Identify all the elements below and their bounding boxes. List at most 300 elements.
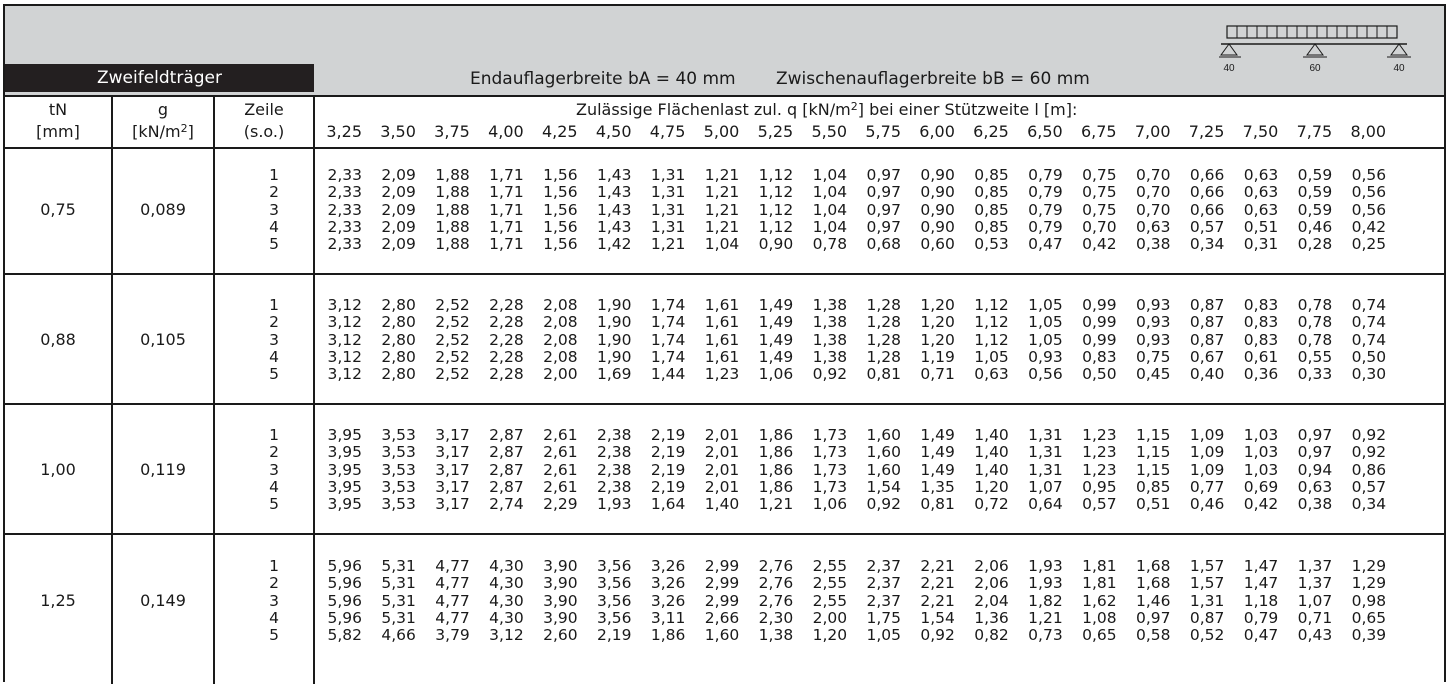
load-value-cell: 2,09 (381, 235, 416, 254)
load-value-cell: 3,12 (327, 330, 362, 349)
load-value-cell: 1,57 (1189, 557, 1225, 575)
load-value-cell: 3,90 (543, 574, 578, 593)
load-value-cell: 1,54 (866, 477, 901, 496)
span-header-cell: 7,50 (1242, 122, 1279, 141)
load-value-cell: 1,20 (920, 313, 955, 332)
span-header-cell: 7,00 (1134, 122, 1171, 141)
load-value-cell: 0,63 (1243, 200, 1279, 219)
load-value-cell: 1,43 (596, 183, 632, 202)
load-value-cell: 0,99 (1082, 313, 1117, 332)
load-value-cell: 3,90 (543, 591, 578, 610)
load-value-cell: 2,01 (704, 443, 740, 462)
load-value-cell: 1,23 (1082, 443, 1117, 462)
load-value-cell: 2,00 (812, 608, 848, 627)
load-value-cell: 3,53 (381, 460, 416, 479)
load-value-cell: 5,31 (381, 608, 416, 627)
span-header-cell: 7,75 (1296, 122, 1333, 141)
load-value-cell: 0,38 (1135, 235, 1171, 254)
load-value-cell: 3,95 (327, 495, 362, 514)
zeile-number: 5 (269, 626, 279, 645)
load-value-cell: 1,54 (920, 608, 955, 627)
load-value-cell: 1,86 (758, 426, 794, 444)
table-title: Zweifeldträger (5, 64, 314, 92)
load-value-cell: 0,92 (920, 626, 955, 645)
load-value-cell: 0,58 (1135, 626, 1171, 645)
load-value-cell: 0,63 (1135, 217, 1171, 236)
group-g-value: 0,149 (140, 590, 186, 610)
column-divider (213, 97, 215, 684)
load-value-cell: 1,31 (650, 183, 686, 202)
load-value-cell: 3,53 (381, 495, 416, 514)
load-value-cell: 2,08 (543, 313, 578, 332)
load-value-cell: 2,28 (489, 347, 524, 366)
load-value-cell: 1,56 (543, 183, 578, 202)
load-value-cell: 1,88 (435, 166, 470, 184)
load-value-cell: 0,97 (1297, 443, 1333, 462)
load-value-cell: 1,21 (758, 495, 794, 514)
load-value-cell: 0,55 (1297, 347, 1333, 366)
load-value-cell: 1,40 (974, 460, 1009, 479)
load-value-cell: 1,60 (866, 443, 901, 462)
load-value-cell: 4,30 (489, 608, 524, 627)
load-value-cell: 0,97 (1135, 608, 1171, 627)
load-value-cell: 2,55 (812, 557, 848, 575)
group-g-value: 0,119 (140, 459, 186, 479)
load-value-cell: 2,21 (920, 574, 955, 593)
load-value-cell: 2,33 (327, 217, 362, 236)
load-value-cell: 0,70 (1082, 217, 1117, 236)
zeile-number: 4 (269, 347, 279, 366)
load-value-cell: 1,49 (920, 460, 955, 479)
span-header-cell: 3,75 (434, 122, 470, 141)
diagram-label-end-left: 40 (1223, 63, 1235, 74)
group-divider (5, 403, 1444, 405)
load-value-cell: 2,06 (974, 557, 1009, 575)
load-value-cell: 0,83 (1082, 347, 1117, 366)
load-value-cell: 2,52 (435, 313, 470, 332)
load-value-cell: 3,95 (327, 443, 362, 462)
load-value-cell: 0,66 (1189, 166, 1225, 184)
load-value-cell: 1,03 (1243, 426, 1279, 444)
column-divider (313, 97, 315, 684)
load-value-cell: 1,93 (1028, 557, 1063, 575)
load-value-cell: 4,30 (489, 574, 524, 593)
zeile-number: 3 (269, 460, 279, 479)
zeile-number: 2 (269, 574, 279, 593)
header-load (576, 100, 1077, 120)
load-value-cell: 1,73 (812, 426, 848, 444)
load-value-cell: 3,56 (596, 574, 632, 593)
load-value-cell: 1,12 (758, 217, 794, 236)
span-header-cell: 4,00 (488, 122, 524, 141)
load-value-cell: 1,04 (812, 166, 848, 184)
load-value-cell: 0,65 (1082, 626, 1117, 645)
span-header-cell: 5,00 (703, 122, 740, 141)
table-frame (3, 4, 1446, 682)
span-header-cell: 4,50 (595, 122, 632, 141)
load-value-cell: 2,21 (920, 557, 955, 575)
load-value-cell: 1,05 (1028, 313, 1063, 332)
load-value-cell: 2,52 (435, 365, 470, 384)
load-value-cell: 2,52 (435, 347, 470, 366)
load-value-cell: 2,38 (596, 426, 632, 444)
zeile-number: 5 (269, 495, 279, 514)
load-value-cell: 3,12 (327, 296, 362, 314)
load-value-cell: 1,29 (1351, 557, 1387, 575)
load-value-cell: 0,98 (1351, 591, 1387, 610)
load-value-cell: 1,49 (758, 296, 794, 314)
load-value-cell: 1,88 (435, 200, 470, 219)
load-value-cell: 1,82 (1028, 591, 1063, 610)
load-value-cell: 1,88 (435, 235, 470, 254)
load-value-cell: 2,19 (650, 477, 686, 496)
load-value-cell: 1,23 (1082, 460, 1117, 479)
span-header-cell: 5,50 (811, 122, 848, 141)
load-value-cell: 0,33 (1297, 365, 1333, 384)
load-value-cell: 2,80 (381, 296, 416, 314)
load-value-cell: 0,92 (866, 495, 901, 514)
load-value-cell: 0,34 (1351, 495, 1387, 514)
table-header-band (5, 6, 1444, 95)
load-value-cell: 0,63 (1297, 477, 1333, 496)
load-value-cell: 0,66 (1189, 183, 1225, 202)
load-value-cell: 0,57 (1351, 477, 1387, 496)
load-value-cell: 1,90 (596, 330, 632, 349)
load-value-cell: 0,97 (1297, 426, 1333, 444)
load-value-cell: 0,78 (1297, 296, 1333, 314)
load-value-cell: 0,63 (1243, 183, 1279, 202)
load-value-cell: 5,96 (327, 557, 362, 575)
load-value-cell: 2,61 (543, 460, 578, 479)
load-value-cell: 3,53 (381, 426, 416, 444)
load-value-cell: 0,72 (974, 495, 1009, 514)
load-value-cell: 0,25 (1351, 235, 1387, 254)
load-value-cell: 1,09 (1189, 460, 1225, 479)
group-divider (5, 273, 1444, 275)
zeile-number: 5 (269, 235, 279, 254)
load-value-cell: 1,88 (435, 217, 470, 236)
load-value-cell: 1,74 (650, 313, 686, 332)
load-value-cell: 2,28 (489, 313, 524, 332)
load-value-cell: 1,31 (650, 200, 686, 219)
load-value-cell: 1,71 (489, 183, 524, 202)
load-value-cell: 0,79 (1028, 183, 1063, 202)
load-value-cell: 2,33 (327, 200, 362, 219)
load-value-cell: 5,96 (327, 574, 362, 593)
load-value-cell: 1,88 (435, 183, 470, 202)
load-value-cell: 1,61 (704, 330, 740, 349)
load-value-cell: 0,95 (1082, 477, 1117, 496)
load-value-cell: 1,93 (1028, 574, 1063, 593)
load-value-cell: 0,42 (1082, 235, 1117, 254)
load-value-cell: 0,87 (1189, 330, 1225, 349)
load-value-cell: 1,61 (704, 347, 740, 366)
load-value-cell: 1,71 (489, 166, 524, 184)
load-value-cell: 1,40 (974, 443, 1009, 462)
load-value-cell: 1,56 (543, 166, 578, 184)
span-header-cell: 6,75 (1080, 122, 1117, 141)
load-value-cell: 1,38 (812, 296, 848, 314)
load-value-cell: 0,77 (1189, 477, 1225, 496)
load-value-cell: 4,77 (435, 591, 470, 610)
load-value-cell: 1,64 (650, 495, 686, 514)
load-value-cell: 1,12 (974, 313, 1009, 332)
load-value-cell: 1,05 (1028, 330, 1063, 349)
load-value-cell: 2,80 (381, 330, 416, 349)
load-value-cell: 1,75 (866, 608, 901, 627)
load-value-cell: 1,38 (812, 347, 848, 366)
load-value-cell: 2,37 (866, 557, 901, 575)
load-value-cell: 1,38 (812, 330, 848, 349)
load-value-cell: 0,92 (1351, 443, 1387, 462)
load-value-cell: 1,20 (920, 330, 955, 349)
load-value-cell: 2,09 (381, 217, 416, 236)
load-value-cell: 0,79 (1243, 608, 1279, 627)
load-value-cell: 1,04 (812, 217, 848, 236)
load-value-cell: 1,31 (650, 217, 686, 236)
load-value-cell: 1,20 (812, 626, 848, 645)
span-header-cell: 4,25 (541, 122, 578, 141)
load-value-cell: 1,86 (758, 460, 794, 479)
diagram-label-middle: 60 (1309, 63, 1321, 74)
load-value-cell: 0,97 (866, 183, 901, 202)
load-value-cell: 1,21 (704, 183, 740, 202)
load-value-cell: 0,78 (812, 235, 848, 254)
load-value-cell: 0,75 (1135, 347, 1171, 366)
load-value-cell: 2,29 (543, 495, 578, 514)
group-tn-value: 0,75 (40, 199, 76, 219)
load-value-cell: 3,90 (543, 557, 578, 575)
load-value-cell: 2,76 (758, 574, 794, 593)
load-value-cell: 0,74 (1351, 296, 1387, 314)
load-value-cell: 1,47 (1243, 574, 1279, 593)
load-value-cell: 4,77 (435, 557, 470, 575)
load-value-cell: 2,66 (704, 608, 740, 627)
load-value-cell: 1,12 (974, 296, 1009, 314)
load-value-cell: 0,63 (1243, 166, 1279, 184)
header-load-text: Zulässige Flächenlast zul. q [kN/m (576, 100, 851, 119)
load-value-cell: 1,62 (1082, 591, 1117, 610)
load-value-cell: 0,75 (1082, 200, 1117, 219)
load-value-cell: 0,85 (974, 166, 1009, 184)
group-g-value: 0,105 (140, 329, 186, 349)
load-value-cell: 3,26 (650, 591, 686, 610)
load-value-cell: 0,40 (1189, 365, 1225, 384)
load-value-cell: 0,56 (1351, 200, 1387, 219)
load-value-cell: 1,61 (704, 296, 740, 314)
load-value-cell: 0,85 (974, 217, 1009, 236)
group-divider (5, 533, 1444, 535)
load-value-cell: 0,57 (1082, 495, 1117, 514)
load-value-cell: 1,37 (1297, 574, 1333, 593)
load-value-cell: 0,57 (1189, 217, 1225, 236)
load-value-cell: 1,04 (812, 183, 848, 202)
load-value-cell: 1,60 (866, 426, 901, 444)
load-value-cell: 1,06 (812, 495, 848, 514)
load-value-cell: 3,12 (327, 347, 362, 366)
load-value-cell: 1,21 (1028, 608, 1063, 627)
load-value-cell: 2,61 (543, 477, 578, 496)
load-value-cell: 3,95 (327, 477, 362, 496)
load-value-cell: 1,74 (650, 347, 686, 366)
load-value-cell: 1,40 (704, 495, 740, 514)
span-header-cell: 3,25 (326, 122, 362, 141)
header-load-sup: 2 (850, 100, 858, 113)
load-value-cell: 1,23 (1082, 426, 1117, 444)
load-value-cell: 5,96 (327, 591, 362, 610)
load-value-cell: 2,09 (381, 183, 416, 202)
load-value-cell: 1,73 (812, 477, 848, 496)
load-value-cell: 1,60 (704, 626, 740, 645)
load-value-cell: 0,90 (920, 183, 955, 202)
load-value-cell: 1,31 (1028, 426, 1063, 444)
load-value-cell: 0,94 (1297, 460, 1333, 479)
load-value-cell: 0,93 (1135, 313, 1171, 332)
load-value-cell: 1,36 (974, 608, 1009, 627)
load-value-cell: 0,93 (1028, 347, 1063, 366)
span-header-cell: 4,75 (649, 122, 686, 141)
load-value-cell: 0,70 (1135, 166, 1171, 184)
load-value-cell: 1,69 (596, 365, 632, 384)
load-value-cell: 1,20 (974, 477, 1009, 496)
load-value-cell: 0,43 (1297, 626, 1333, 645)
load-value-cell: 0,90 (758, 235, 794, 254)
load-value-cell: 2,00 (543, 365, 578, 384)
load-value-cell: 0,46 (1297, 217, 1333, 236)
load-value-cell: 2,52 (435, 330, 470, 349)
load-value-cell: 0,47 (1028, 235, 1063, 254)
load-value-cell: 3,17 (435, 477, 470, 496)
load-value-cell: 1,40 (974, 426, 1009, 444)
load-value-cell: 2,99 (704, 557, 740, 575)
load-value-cell: 2,19 (650, 443, 686, 462)
load-value-cell: 2,04 (974, 591, 1009, 610)
load-value-cell: 0,92 (812, 365, 848, 384)
zeile-number: 4 (269, 608, 279, 627)
load-value-cell: 2,09 (381, 200, 416, 219)
load-value-cell: 1,07 (1028, 477, 1063, 496)
group-tn-value: 1,00 (40, 459, 76, 479)
load-value-cell: 1,71 (489, 235, 524, 254)
load-value-cell: 3,56 (596, 591, 632, 610)
load-value-cell: 0,56 (1028, 365, 1063, 384)
load-value-cell: 1,73 (812, 460, 848, 479)
load-value-cell: 2,80 (381, 313, 416, 332)
load-value-cell: 1,38 (812, 313, 848, 332)
zeile-number: 1 (269, 426, 279, 444)
load-value-cell: 2,33 (327, 235, 362, 254)
load-value-cell: 1,90 (596, 347, 632, 366)
load-value-cell: 2,01 (704, 426, 740, 444)
load-value-cell: 1,08 (1082, 608, 1117, 627)
zeile-number: 2 (269, 443, 279, 462)
load-value-cell: 1,56 (543, 217, 578, 236)
load-value-cell: 3,17 (435, 460, 470, 479)
load-value-cell: 2,33 (327, 183, 362, 202)
load-value-cell: 4,30 (489, 557, 524, 575)
load-value-cell: 0,73 (1028, 626, 1063, 645)
load-value-cell: 1,68 (1135, 574, 1171, 593)
load-value-cell: 1,49 (758, 313, 794, 332)
load-value-cell: 0,69 (1243, 477, 1279, 496)
load-value-cell: 2,21 (920, 591, 955, 610)
load-value-cell: 2,37 (866, 574, 901, 593)
load-value-cell: 1,90 (596, 313, 632, 332)
load-value-cell: 2,30 (758, 608, 794, 627)
load-value-cell: 1,06 (758, 365, 794, 384)
zeile-number: 3 (269, 591, 279, 610)
load-value-cell: 1,43 (596, 217, 632, 236)
load-value-cell: 0,60 (920, 235, 955, 254)
load-value-cell: 2,01 (704, 460, 740, 479)
load-value-cell: 1,74 (650, 330, 686, 349)
span-header-cell: 5,75 (865, 122, 901, 141)
load-value-cell: 1,90 (596, 296, 632, 314)
load-value-cell: 0,53 (974, 235, 1009, 254)
load-value-cell: 4,77 (435, 574, 470, 593)
load-value-cell: 2,80 (381, 347, 416, 366)
load-value-cell: 1,46 (1135, 591, 1171, 610)
load-value-cell: 0,93 (1135, 296, 1171, 314)
load-value-cell: 0,79 (1028, 217, 1063, 236)
load-value-cell: 3,53 (381, 477, 416, 496)
load-value-cell: 1,31 (650, 166, 686, 184)
load-value-cell: 3,26 (650, 557, 686, 575)
load-value-cell: 0,74 (1351, 330, 1387, 349)
load-value-cell: 3,17 (435, 426, 470, 444)
load-value-cell: 5,31 (381, 574, 416, 593)
load-value-cell: 1,56 (543, 200, 578, 219)
load-value-cell: 1,86 (758, 477, 794, 496)
load-value-cell: 1,28 (866, 347, 901, 366)
header-divider (5, 95, 1444, 97)
load-value-cell: 1,29 (1351, 574, 1387, 593)
load-value-cell: 1,37 (1297, 557, 1333, 575)
load-value-cell: 3,12 (327, 313, 362, 332)
load-value-cell: 0,28 (1297, 235, 1333, 254)
load-value-cell: 0,71 (1297, 608, 1333, 627)
load-value-cell: 0,99 (1082, 330, 1117, 349)
header-tn: tN (48, 100, 68, 119)
load-value-cell: 0,87 (1189, 296, 1225, 314)
beam-diagram-icon (1217, 24, 1417, 84)
load-value-cell: 1,12 (758, 166, 794, 184)
load-value-cell: 1,21 (704, 166, 740, 184)
load-value-cell: 0,82 (974, 626, 1009, 645)
load-value-cell: 2,76 (758, 557, 794, 575)
load-value-cell: 0,83 (1243, 330, 1279, 349)
load-value-cell: 1,03 (1243, 443, 1279, 462)
load-value-cell: 1,93 (596, 495, 632, 514)
load-value-cell: 3,90 (543, 608, 578, 627)
load-value-cell: 1,43 (596, 166, 632, 184)
load-value-cell: 0,31 (1243, 235, 1279, 254)
span-header-cell: 6,00 (919, 122, 955, 141)
span-header-cell: 5,25 (757, 122, 794, 141)
load-value-cell: 0,92 (1351, 426, 1387, 444)
load-value-cell: 1,49 (758, 347, 794, 366)
header-g-unit (113, 122, 213, 142)
load-value-cell: 0,38 (1297, 495, 1333, 514)
load-value-cell: 2,28 (489, 365, 524, 384)
load-value-cell: 1,42 (596, 235, 632, 254)
load-value-cell: 1,74 (650, 296, 686, 314)
load-value-cell: 0,42 (1351, 217, 1387, 236)
load-value-cell: 0,36 (1243, 365, 1279, 384)
load-value-cell: 0,46 (1189, 495, 1225, 514)
zeile-number: 3 (269, 330, 279, 349)
load-value-cell: 1,21 (650, 235, 686, 254)
